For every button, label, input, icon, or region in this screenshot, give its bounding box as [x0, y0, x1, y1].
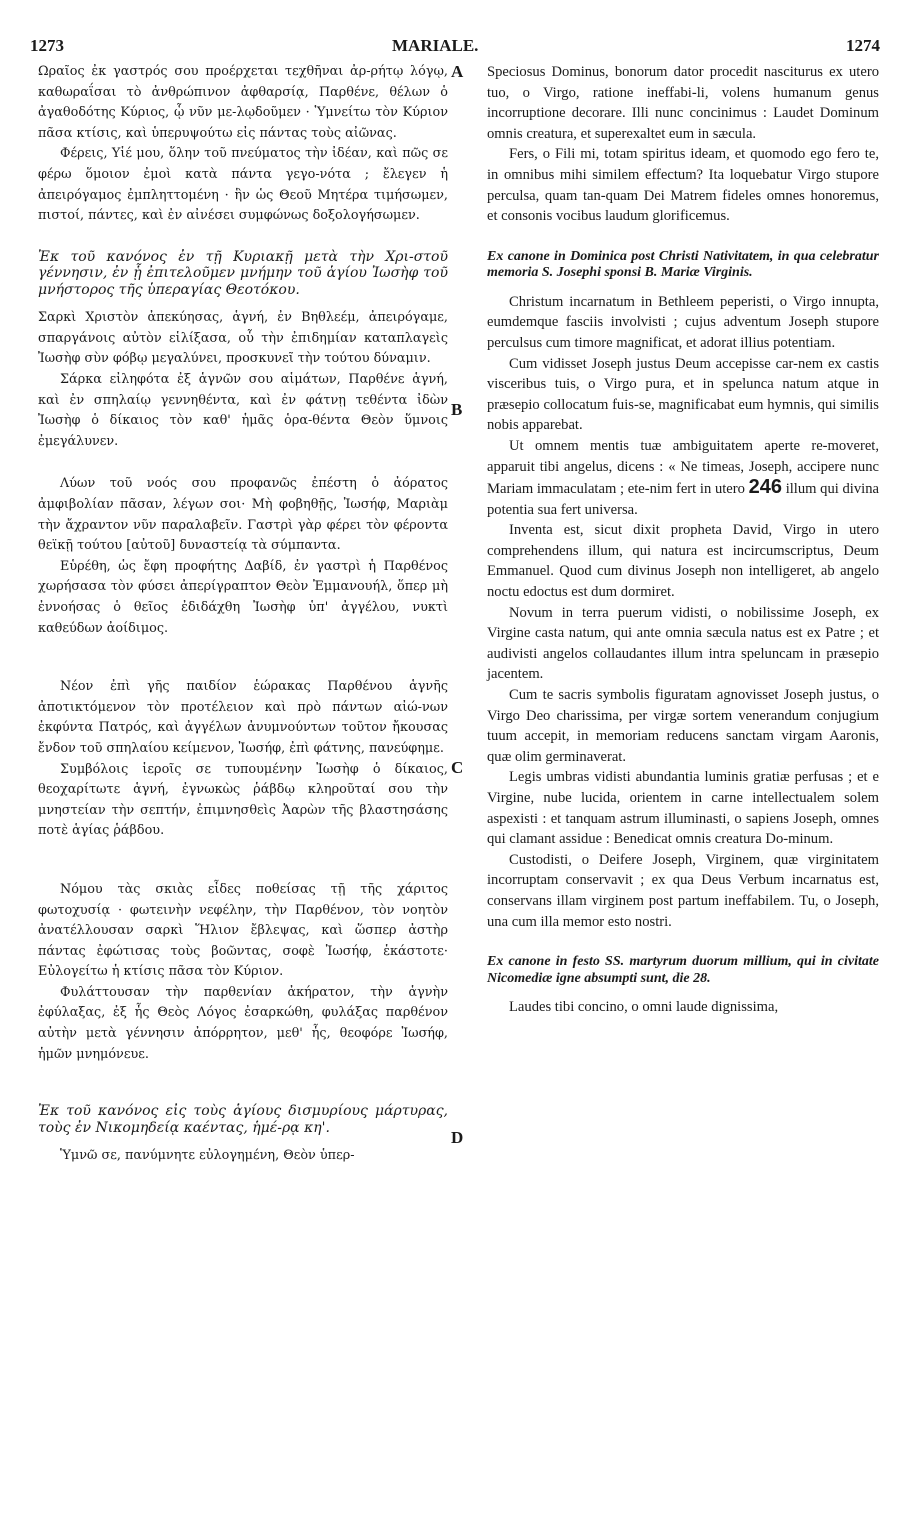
- section-marker-b: B: [451, 400, 463, 419]
- latin-paragraph: Laudes tibi concino, o omni laude dignissima,: [509, 999, 779, 1016]
- latin-paragraph: Speciosus Dominus, bonorum dator procedit nasciturus ex utero tuo, o Virgo, ratione ineffabi-li, volens humanum genus incorruptione decorare. Illi nunc concinimus : Laudet Dominum omnis creatura, et superexaltet eum in sæcula.: [487, 64, 879, 142]
- greek-paragraph: Ωραῖος ἐκ γαστρός σου προέρχεται τεχθῆναι ἀρ-ρήτῳ λόγῳ, καθωραΐσαι τὸ ἀνθρώπινον ἀφθαρσίᾳ, Παρθένε, θέλων ὁ ἀγαθοδότης Κύριος, ᾧ νῦν με-λῳδοῦμεν · Ὑμνείτω τὸν Κύριον πᾶσα κτίσις, καὶ ὑπερυψούτω εἰς πάντας τοὺς αἰῶνας.: [38, 64, 448, 141]
- latin-rubric: Ex canone in festo SS. martyrum duorum millium, qui in civitate Nicomediæ igne absumpti sunt, die 28.: [487, 954, 879, 986]
- greek-rubric: Ἐκ τοῦ κανόνος εἰς τοὺς ἁγίους δισμυρίους μάρτυρας, τοὺς ἐν Νικομηδείᾳ καέντας, ἡμέ-ρᾳ κη'.: [38, 1103, 448, 1136]
- latin-paragraph: Legis umbras vidisti abundantia luminis gratiæ perfusas ; et e Virgine, nube lucida, orientem in carne intellectualem solem aspexisti : et tanquam astrum illuminasti, o sapiens Joseph, omnes qui clamant assidue : Benedicat omnis creatura Do-minum.: [487, 769, 879, 848]
- greek-paragraph: Φυλάττουσαν τὴν παρθενίαν ἀκήρατον, τὴν ἁγνὴν ἐφύλαξας, ἐξ ἧς Θεὸς Λόγος ἐσαρκώθη, φυλάξας παρθένον αὐτὴν μετὰ γέννησιν ἀπόρρητον, μεθ' ἧς, θεοφόρε Ἰωσήφ, ἡμῶν μνημόνευε.: [38, 984, 448, 1062]
- greek-paragraph: Σαρκὶ Χριστὸν ἀπεκύησας, ἁγνή, ἐν Βηθλεέμ, ἀπειρόγαμε, σπαργάνοις αὐτὸν εἱλίξασα, οὗ τὴν ἐπιδημίαν καταπλαγεὶς Ἰωσὴφ σὺν φόβῳ μεγαλύνει, προσκυνεῖ τὴν τούτου δύναμιν.: [38, 310, 448, 367]
- greek-paragraph: Νόμου τὰς σκιὰς εἶδες ποθείσας τῇ τῆς χάριτος φωτοχυσίᾳ · φωτεινὴν νεφέλην, τὴν Παρθένον, τὸν νοητὸν ἀνατέλλουσαν σαρκὶ Ἥλιον ἔβλεψας, καὶ ὥσπερ ἀστὴρ πάντας ἐφώτισας τοὺς βοῶντας, σοφὲ Ἰωσήφ, ἑκάστοτε· Εὐλογείτω ἡ κτίσις πᾶσα τὸν Κύριον.: [38, 881, 448, 980]
- latin-paragraph: Cum te sacris symbolis figuratam agnovisset Joseph justus, o Virgo Deo charissima, per virgæ sortem venerandum conjugium tuum accepit, in memoriam reducens sanctam virgam Aaronis, quæ olim germinaverat.: [487, 687, 879, 765]
- latin-paragraph: Custodisti, o Deifere Joseph, Virginem, quæ virginitatem incorruptam conservavit ; ex qua Deus Verbum incarnatus est, conservans illam virginem post partum ineffabilem. Tu, o Joseph, una cum illa memor esto nostri.: [487, 851, 879, 930]
- greek-paragraph: Φέρεις, Υἱέ μου, ὅλην τοῦ πνεύματος τὴν ἰδέαν, καὶ πῶς σε φέρω ὅμοιον ἐμοὶ κατὰ πάντα γεγο-νότα ; ἔλεγεν ἡ ἀπειρόγαμος ἐμπληττομένη · ἣν ὡς Θεοῦ Μητέρα τιμήσωμεν, πιστοί, πάντες, καὶ ἐν αἰνέσει συμφώνως δοξολογήσωμεν.: [38, 146, 448, 224]
- latin-text: illum qui divina potentia sua fert universa.: [487, 481, 879, 518]
- greek-paragraph: Λύων τοῦ νοός σου προφανῶς ἐπέστη ὁ ἀόρατος ἀμφιβολίαν πᾶσαν, λέγων σοι· Μὴ φοβηθῇς, Ἰωσήφ, Μαριὰμ τὴν ἄχραντον νῦν παραλαβεῖν. Γαστρὶ γὰρ φέρει τὸν φέροντα θεϊκῇ τούτου [αὐτοῦ] δυναστείᾳ τὰ σύμπαντα.: [38, 476, 448, 554]
- greek-paragraph: Σάρκα εἰληφότα ἐξ ἁγνῶν σου αἱμάτων, Παρθένε ἁγνή, καὶ ἐν σπηλαίῳ γεννηθέντα, καὶ ἐν φάτνῃ τεθέντα ἰδὼν Ἰωσὴφ ὁ δίκαιος τὸν καθ' ἡμᾶς ὁρα-θέντα Θεὸν ὕμνοις ἐμεγάλυνεν.: [38, 372, 448, 449]
- greek-paragraph: Νέον ἐπὶ γῆς παιδίον ἑώρακας Παρθένου ἁγνῆς ἀποτικτόμενον τὸν προτέλειον καὶ πρὸ πάντων αἰώ-νων ἐκφύντα Πατρός, καὶ ἀγγέλων ἀνυμνούντων τοῦτον ἤκουσας ἔνδον τοῦ σπηλαίου κείμενον, Ἰωσήφ, ἐπὶ φάτνης, πανεύφημε.: [38, 679, 448, 756]
- latin-paragraph: Cum vidisset Joseph justus Deum accepisse car-nem ex castis visceribus tuis, o Virgo pura, et in spelunca natum atque in præsepio collocatum fuis-se, magnificabat eum hymnis, qui similis nobis apparebat.: [487, 355, 879, 434]
- latin-text: Ut omnem mentis tuæ ambiguitatem aperte re-moveret, apparuit tibi angelus, dicens : « Ne timeas, Joseph, accipere nunc Mariam immaculatam ; ete-nim fert in utero: [487, 437, 879, 498]
- section-marker-a: A: [451, 62, 464, 81]
- greek-paragraph: Ὑμνῶ σε, πανύμνητε εὐλογημένη, Θεὸν ὑπερ-: [60, 1148, 355, 1164]
- running-header: [30, 36, 880, 58]
- greek-column: [38, 62, 448, 1167]
- column-number: 246: [748, 476, 782, 499]
- greek-rubric: Ἐκ τοῦ κανόνος ἐν τῇ Κυριακῇ μετὰ τὴν Χρι-στοῦ γέννησιν, ἐν ᾗ ἐπιτελοῦμεν μνήμην τοῦ ἁγίου Ἰωσὴφ τοῦ μνήστορος τῆς ὑπεραγίας Θεοτόκου.: [38, 248, 448, 298]
- section-marker-c: C: [451, 758, 464, 777]
- latin-paragraph: [487, 436, 879, 520]
- latin-paragraph: Inventa est, sicut dixit propheta David, Virgo in utero comprehendens illum, qui natura est incircumscriptus, Deum Emmanuel. Quod cum divinus Joseph non intelligeret, ab angelo noctu edoctus est dum dormiret.: [487, 522, 879, 601]
- latin-paragraph: Novum in terra puerum vidisti, o nobilissime Joseph, ex Virgine casta natum, qui ante omnia sæcula natus est ex Patre ; et audivisti angelos collaudantes illum intra speluncam in præsepio jacentem.: [487, 604, 879, 683]
- page-number-right: 1274: [846, 36, 880, 55]
- section-marker-d: D: [451, 1128, 464, 1147]
- latin-paragraph: Christum incarnatum in Bethleem peperisti, o Virgo innupta, eumdemque fasciis involvisti ; cujus adventum Joseph stupore perculsus cum timore magnificat, et adorat illius potentiam.: [487, 293, 879, 351]
- latin-rubric: Ex canone in Dominica post Christi Nativitatem, in qua celebratur memoria S. Josephi sponsi B. Mariæ Virginis.: [487, 248, 879, 281]
- greek-paragraph: Εὑρέθη, ὡς ἔφη προφήτης Δαβίδ, ἐν γαστρὶ ἡ Παρθένος χωρήσασα τὸν φύσει ἀπερίγραπτον Θεὸν Ἐμμανουήλ, ὅπερ μὴ ἐννοήσας ὁ θεῖος ἐδιδάχθη Ἰωσὴφ ὑπ' ἀγγέλου, νυκτὶ καθεύδων ἀοίδιμος.: [38, 558, 448, 636]
- page-number-left: 1273: [30, 36, 64, 55]
- running-title: MARIALE.: [392, 36, 479, 55]
- latin-column: [487, 62, 879, 1018]
- greek-paragraph: Συμβόλοις ἱεροῖς σε τυπουμένην Ἰωσὴφ ὁ δίκαιος, θεοχαρίτωτε ἁγνή, ἐγνωκὼς ῥάβδῳ κληροῦταί σου τὴν μνηστείαν τὴν σεπτήν, ἐπιμνησθεὶς Ἀαρὼν τῆς βλαστησάσης ποτὲ ἁγίας ῥάβδου.: [38, 761, 448, 839]
- latin-paragraph: Fers, o Fili mi, totam spiritus ideam, et quomodo ego fero te, in omnibus mihi similem effectum? Ita loquebatur Virgo stupore perculsa, quam tan-quam Dei Matrem fideles omnes honoremus, et consonis vocibus laudum glorificemus.: [487, 146, 879, 225]
